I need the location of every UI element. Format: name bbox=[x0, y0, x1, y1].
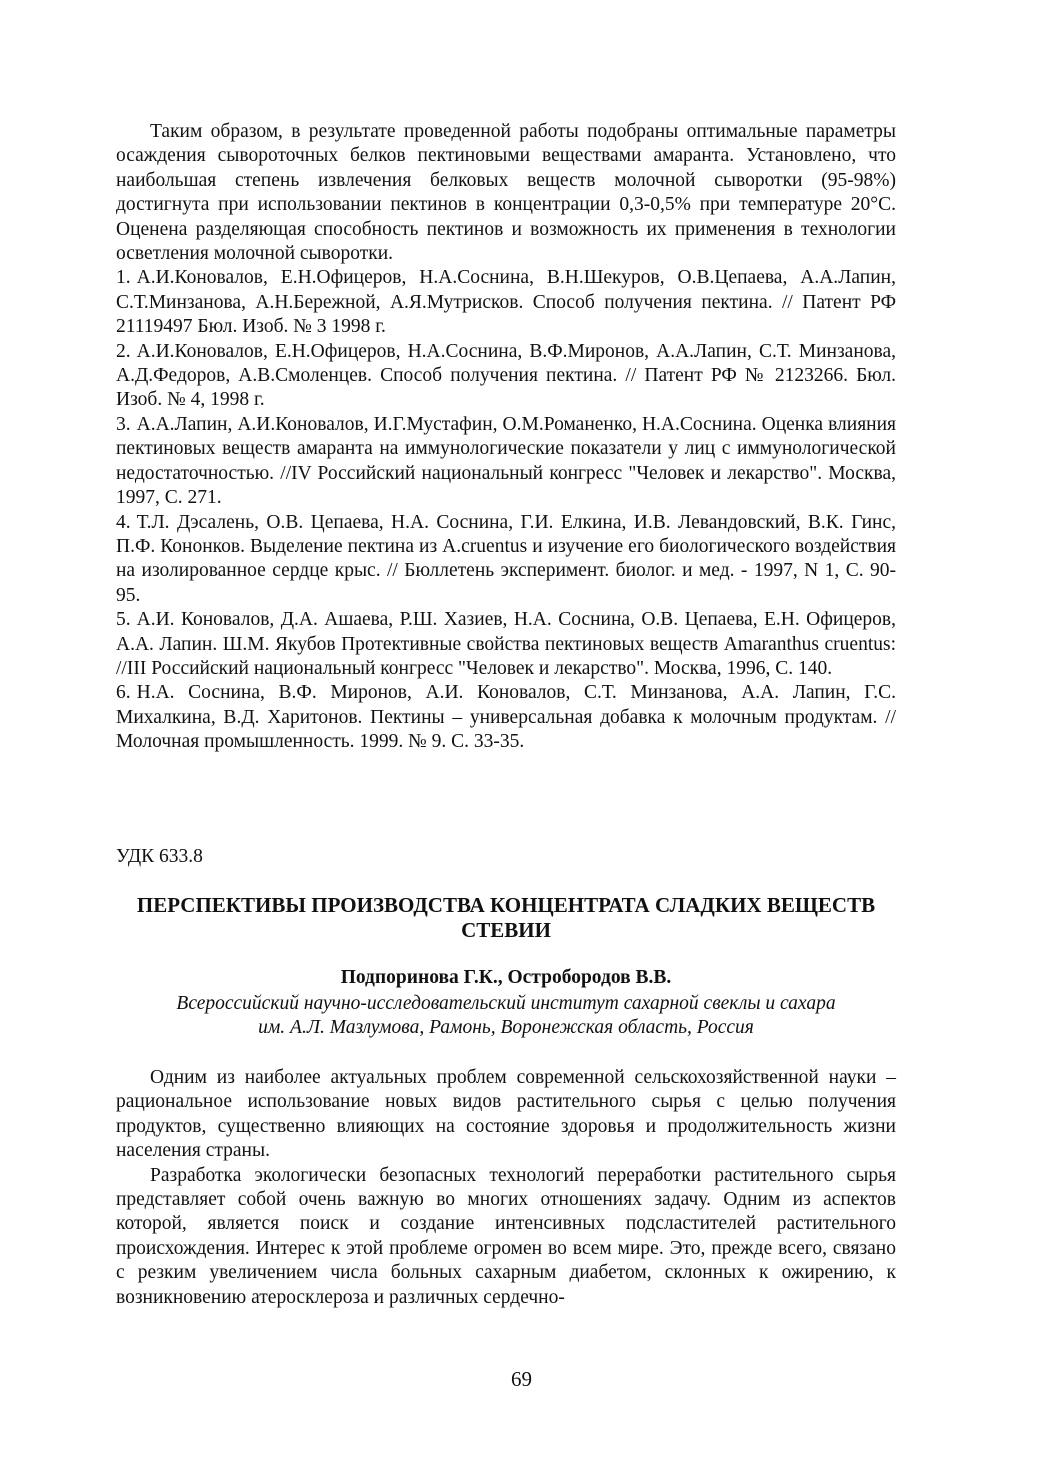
affiliation-line: Всероссийский научно-исследовательский институт сахарной свеклы и сахара bbox=[176, 993, 836, 1014]
reference-text: А.А.Лапин, А.И.Коновалов, И.Г.Мустафин, О.М.Романенко, Н.А.Соснина. Оценка влияния пектиновых веществ амаранта на иммунологические показатели у лиц с иммунологической недостаточностью. //IV Российский национальный конгресс "Человек и лекарство". Москва, 1997, С. 271. bbox=[116, 413, 896, 509]
article-authors: Подпоринова Г.К., Остробородов В.В. bbox=[340, 967, 672, 988]
body-paragraph: Разработка экологически безопасных технологий переработки растительного сырья представляет собой очень важную во многих отношениях задачу. Одним из аспектов которой, является поиск и создание интенсивных подсластителей растительного происхождения. Интерес к этой проблеме огромен во всем мире. Это, прежде всего, связано с резким увеличением числа больных сахарным диабетом, склонных к ожирению, к возникновению атеросклероза и различных сердечно- bbox=[116, 1164, 896, 1308]
reference-text: А.И. Коновалов, Д.А. Ашаева, Р.Ш. Хазиев, Н.А. Соснина, О.В. Цепаева, Е.Н. Офицеров, А.А. Лапин. Ш.М. Якубов Протективные свойства пектиновых веществ Amaranthus cruentus: //III Российский национальный конгресс "Человек и лекарство". Москва, 1996, С. 140. bbox=[116, 609, 896, 679]
reference-item bbox=[116, 340, 896, 413]
reference-text: А.И.Коновалов, Е.Н.Офицеров, Н.А.Соснина, В.Ф.Миронов, А.А.Лапин, С.Т. Минзанова, А.Д.Федоров, А.В.Смоленцев. Способ получения пектина. // Патент РФ № 2123266. Бюл. Изоб. № 4, 1998 г. bbox=[116, 340, 896, 411]
reference-item bbox=[116, 608, 896, 681]
reference-number: 3. bbox=[116, 413, 131, 435]
previous-article-end bbox=[116, 120, 896, 755]
affiliation-line: им. А.Л. Мазлумова, Рамонь, Воронежская область, Россия bbox=[258, 1016, 754, 1038]
reference-number: 4. bbox=[116, 511, 131, 533]
reference-number: 6. bbox=[116, 682, 131, 704]
reference-item bbox=[116, 413, 896, 511]
reference-text: Н.А. Соснина, В.Ф. Миронов, А.И. Коновалов, С.Т. Минзанова, А.А. Лапин, Г.С. Михалкина, В.Д. Харитонов. Пектины – универсальная добавка к молочным продуктам. //Молочная промышленность. 1999. № 9. С. 33-35. bbox=[116, 682, 896, 753]
reference-list bbox=[116, 266, 896, 754]
reference-number: 1. bbox=[116, 267, 131, 289]
reference-number: 5. bbox=[116, 609, 131, 631]
author-affiliation bbox=[116, 992, 896, 1039]
reference-item bbox=[116, 266, 896, 339]
udk-code: УДК 633.8 bbox=[116, 846, 203, 867]
reference-number: 2. bbox=[116, 340, 131, 362]
body-paragraph: Одним из наиболее актуальных проблем современной сельскохозяйственной науки – рациональное использование новых видов растительного сырья с целью получения продуктов, существенно влияющих на состояние здоровья и продолжительность жизни населения страны. bbox=[116, 1067, 896, 1162]
conclusion-paragraph: Таким образом, в результате проведенной работы подобраны оптимальные параметры осаждения сывороточных белков пектиновыми веществами амаранта. Установлено, что наибольшая степень извлечения белковых веществ молочной сыворотки (95-98%) достигнута при использовании пектинов в концентрации 0,3-0,5% при температуре 20°С. Оценена разделяющая способность пектинов и возможность их применения в технологии осветления молочной сыворотки. bbox=[116, 121, 896, 265]
reference-text: А.И.Коновалов, Е.Н.Офицеров, Н.А.Соснина, В.Н.Шекуров, О.В.Цепаева, А.А.Лапин, С.Т.Минзанова, А.Н.Бережной, А.Я.Мутрисков. Способ получения пектина. // Патент РФ 21119497 Бюл. Изоб. № 3 1998 г. bbox=[116, 267, 896, 338]
reference-text: Т.Л. Дэсалень, О.В. Цепаева, Н.А. Соснина, Г.И. Елкина, И.В. Левандовский, В.К. Гинс, П.Ф. Кононков. Выделение пектина из A.cruentus и изучение его биологического воздействия на изолированное сердце крыс. // Бюллетень эксперимент. биолог. и мед. - 1997, N 1, С. 90-95. bbox=[116, 511, 896, 606]
article-title: ПЕРСПЕКТИВЫ ПРОИЗВОДСТВА КОНЦЕНТРАТА СЛАДКИХ ВЕЩЕСТВ СТЕВИИ bbox=[136, 893, 876, 942]
article-body bbox=[116, 1066, 896, 1310]
page-number: 69 bbox=[511, 1367, 532, 1391]
reference-item bbox=[116, 681, 896, 754]
reference-item bbox=[116, 511, 896, 609]
